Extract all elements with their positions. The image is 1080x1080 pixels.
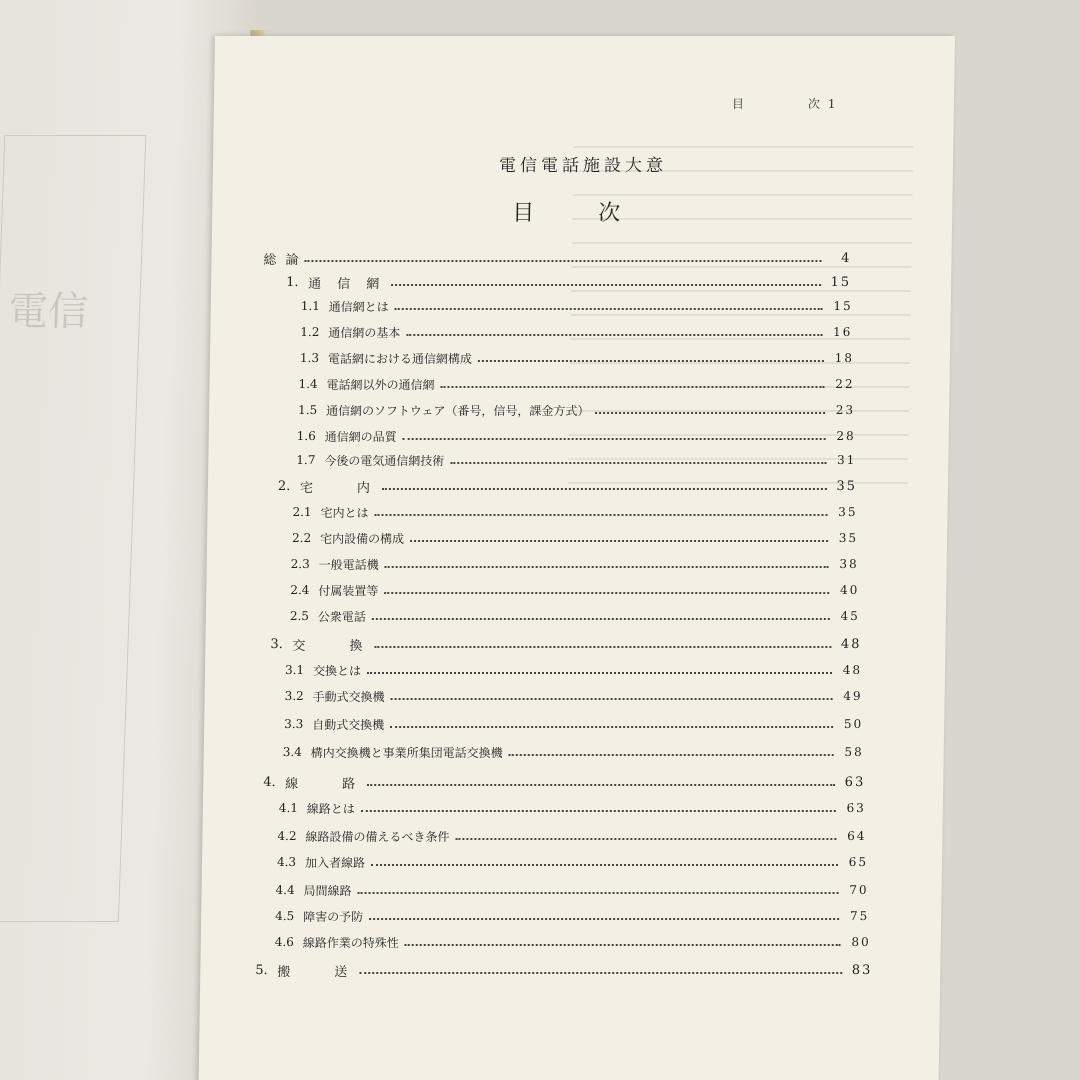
toc-leader-dots	[371, 863, 838, 866]
toc-entry-number: 2.3	[290, 557, 310, 571]
toc-leader-dots	[595, 411, 825, 414]
toc-entry-number: 1.2	[300, 325, 320, 339]
running-header-left: 目	[731, 97, 747, 111]
toc-entry	[300, 348, 854, 368]
toc-entry-label: 公衆電話	[317, 609, 367, 624]
toc-entry-number: 1.6	[296, 429, 316, 443]
toc-entry-page: 28	[836, 429, 856, 443]
right-page	[198, 36, 955, 1080]
toc-entry-page: 70	[849, 883, 869, 897]
toc-leader-dots	[382, 487, 827, 490]
toc-leader-dots	[410, 539, 828, 542]
toc-entry-number: 3.1	[284, 663, 305, 677]
toc-entry	[275, 932, 871, 952]
toc-entry-number: 1.5	[298, 403, 318, 417]
toc-entry-number: 4.2	[277, 829, 297, 843]
toc-leader-dots	[478, 359, 824, 362]
toc-leader-dots	[369, 917, 839, 920]
toc-entry	[285, 660, 862, 680]
toc-entry	[283, 742, 864, 762]
toc-entry	[263, 248, 851, 268]
toc-entry-label: 論	[285, 252, 299, 268]
toc-entry-page: 80	[851, 935, 871, 949]
toc-entry-page: 38	[839, 557, 859, 571]
left-page-frame	[0, 135, 146, 922]
toc-entry	[298, 374, 854, 394]
toc-entry-label: 宅内とは	[320, 505, 369, 520]
toc-leader-dots	[450, 461, 826, 464]
toc-entry-label: 手動式交換機	[312, 689, 385, 704]
toc-entry-page: 58	[844, 745, 864, 759]
toc-entry-number: 4.6	[274, 935, 294, 949]
toc-leader-dots	[406, 333, 822, 336]
toc-entry	[286, 272, 851, 292]
toc-leader-dots	[361, 809, 836, 812]
toc-entry	[275, 880, 868, 900]
toc-entry-number: 2.1	[292, 505, 312, 519]
toc-entry	[290, 580, 859, 600]
toc-entry-label: 通信網の品質	[324, 429, 397, 444]
toc-entry	[297, 426, 856, 446]
toc-entry-number: 2.	[277, 478, 291, 494]
toc-entry-label: 通信網の基本	[328, 325, 401, 340]
toc-entry-label: 宅内設備の構成	[319, 531, 405, 546]
toc-leader-dots	[391, 697, 833, 700]
toc-entry-page: 65	[848, 855, 869, 869]
running-header-right: 次 1	[807, 97, 838, 111]
toc-entry-number: 2.2	[292, 531, 312, 545]
toc-entry-number: 4.5	[275, 909, 295, 923]
toc-entry-page: 75	[849, 909, 870, 923]
toc-title	[512, 196, 621, 227]
toc-entry-number: 3.	[270, 636, 283, 652]
running-header	[732, 95, 838, 112]
toc-entry-number: 1.3	[299, 351, 320, 365]
toc-leader-dots	[390, 725, 833, 728]
toc-entry-page: 49	[843, 689, 863, 703]
toc-entry	[275, 906, 869, 926]
toc-entry-number: 1.4	[298, 377, 318, 391]
toc-entry	[300, 322, 852, 342]
toc-entry-label: 加入者線路	[304, 855, 366, 870]
toc-leader-dots	[367, 671, 832, 674]
toc-leader-dots	[358, 891, 839, 894]
toc-entry-number: 4.3	[276, 855, 297, 869]
toc-entry	[255, 960, 872, 980]
toc-entry-page: 16	[832, 325, 853, 339]
toc-leader-dots	[440, 385, 824, 388]
toc-entry-page: 35	[838, 531, 859, 545]
toc-entry	[292, 528, 858, 548]
toc-entry	[301, 296, 853, 316]
toc-entry-label: 電話網における通信網構成	[327, 351, 473, 366]
toc-leader-dots	[403, 437, 826, 440]
toc-leader-dots	[359, 971, 842, 974]
toc-entry-label: 交 換	[292, 638, 369, 654]
toc-entry-label: 自動式交換機	[312, 717, 385, 732]
toc-entry	[284, 714, 863, 734]
toc-entry-number: 5.	[255, 962, 268, 978]
toc-entry-page: 45	[840, 609, 860, 623]
toc-entry-page: 23	[835, 403, 856, 417]
toc-entry-label: 一般電話機	[318, 557, 379, 572]
toc-leader-dots	[391, 283, 821, 286]
toc-entry	[277, 826, 866, 846]
toc-entry-number: 4.	[263, 774, 276, 790]
toc-entry-label: 通信網とは	[328, 299, 389, 314]
toc-leader-dots	[374, 513, 827, 516]
toc-entry-page: 4	[841, 250, 852, 266]
toc-entry-page: 22	[835, 377, 855, 391]
toc-entry-label: 線 路	[285, 776, 362, 792]
toc-entry-page: 64	[847, 829, 867, 843]
toc-entry-page: 83	[851, 962, 873, 978]
toc-entry-label: 付属装置等	[318, 583, 379, 598]
toc-entry	[291, 554, 859, 574]
toc-entry-number: 2.5	[289, 609, 310, 623]
toc-leader-dots	[372, 617, 830, 620]
left-page-ghost-text: 電信	[7, 289, 89, 335]
toc-title-right: 次	[598, 201, 621, 226]
toc-leader-dots	[304, 259, 821, 262]
toc-entry-number: 1.1	[300, 299, 320, 313]
toc-entry-page: 50	[843, 717, 864, 731]
toc-entry	[278, 476, 857, 496]
toc-entry-label: 宅 内	[299, 480, 377, 496]
toc-leader-dots	[367, 783, 835, 786]
toc-leader-dots	[405, 943, 841, 946]
toc-entry	[292, 502, 857, 522]
toc-entry-number: 総	[263, 252, 277, 268]
toc-entry-label: 交換とは	[312, 663, 362, 678]
toc-entry-label: 線路作業の特殊性	[302, 935, 399, 950]
toc-entry-label: 線路とは	[306, 801, 355, 816]
toc-entry-label: 今後の電気通信網技術	[324, 453, 445, 468]
toc-entry-label: 線路設備の備えるべき条件	[305, 829, 450, 844]
toc-entry	[296, 450, 856, 470]
toc-entry-label: 局間線路	[303, 883, 352, 898]
toc-entry-number: 1.7	[296, 453, 316, 467]
toc-entry-number: 3.4	[282, 745, 302, 759]
toc-entry-label: 通 信 網	[307, 276, 386, 292]
toc-entry	[277, 852, 868, 872]
toc-entry-page: 31	[836, 453, 857, 467]
toc-entry-number: 3.2	[284, 689, 304, 703]
toc-entry-number: 4.1	[278, 801, 299, 815]
toc-leader-dots	[509, 753, 834, 756]
toc-entry	[263, 772, 865, 792]
toc-entry-label: 通信網のソフトウェア（番号，信号，課金方式）	[326, 403, 590, 418]
toc-entry-page: 35	[836, 478, 858, 494]
toc-entry-page: 15	[830, 274, 852, 290]
toc-leader-dots	[455, 837, 836, 840]
toc-leader-dots	[395, 307, 823, 310]
toc-entry-label: 構内交換機と事業所集団電話交換機	[310, 745, 503, 760]
toc-entry-label: 電話網以外の通信網	[326, 377, 435, 392]
toc-entry-number: 4.4	[275, 883, 295, 897]
toc-entry	[270, 634, 861, 654]
toc-leader-dots	[384, 591, 829, 594]
toc-leader-dots	[385, 565, 829, 568]
toc-entry-page: 63	[846, 801, 866, 815]
toc-leader-dots	[374, 645, 831, 648]
toc-entry-number: 1.	[286, 274, 299, 290]
toc-title-left: 目	[512, 201, 535, 226]
toc-entry-label: 搬 送	[277, 964, 354, 980]
toc-entry-page: 48	[842, 663, 863, 677]
toc-entry-page: 15	[833, 299, 853, 313]
book-title: 電信電話施設大意	[498, 156, 668, 176]
toc-entry	[290, 606, 860, 626]
toc-entry-page: 35	[838, 505, 858, 519]
toc-entry-page: 63	[844, 774, 866, 790]
toc-entry	[284, 686, 862, 706]
toc-entry	[279, 798, 866, 818]
toc-entry-page: 48	[840, 636, 862, 652]
toc-entry-page: 18	[834, 351, 855, 365]
toc-entry-page: 40	[839, 583, 860, 597]
toc-entry-label: 障害の予防	[303, 909, 364, 924]
toc-entry-number: 2.4	[290, 583, 310, 597]
toc-entry	[298, 400, 855, 420]
toc-entry-number: 3.3	[284, 717, 304, 731]
